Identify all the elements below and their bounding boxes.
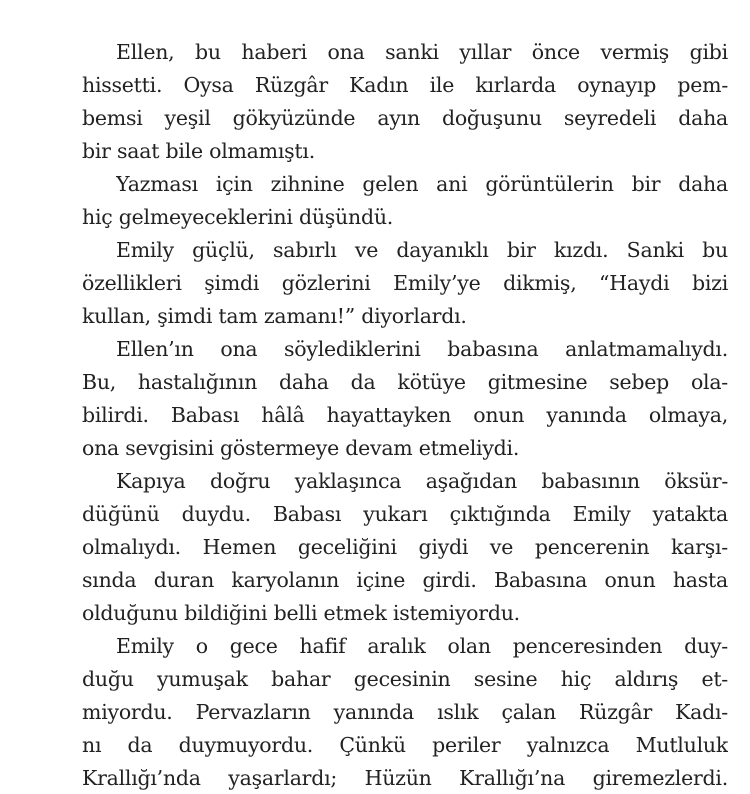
text-line: Yazması için zihnine gelen ani görüntülerin bir daha: [116, 172, 728, 196]
text-line: Ellen’ın ona söylediklerini babasına anlatmamalıydı.: [116, 337, 728, 361]
text-line: bemsi yeşil gökyüzünde ayın doğuşunu seyredeli daha: [82, 106, 728, 130]
text-line: bir saat bile olmamıştı.: [82, 139, 315, 163]
text-line: Bu, hastalığının daha da kötüye gitmesine sebep ola-: [82, 370, 728, 394]
text-line: Ellen, bu haberi ona sanki yıllar önce vermiş gibi: [116, 40, 728, 64]
text-line: sında duran karyolanın içine girdi. Babasına onun hasta: [82, 568, 728, 592]
text-line: Emily o gece hafif aralık olan penceresinden duy-: [116, 634, 728, 658]
text-line: Kapıya doğru yaklaşınca aşağıdan babasının öksür-: [116, 469, 728, 493]
text-line: Krallığı’nda yaşarlardı; Hüzün Krallığı’na giremezlerdi.: [82, 766, 728, 790]
text-line: duğu yumuşak bahar gecesinin sesine hiç aldırış et-: [82, 667, 728, 691]
text-line: kullan, şimdi tam zamanı!” diyorlardı.: [82, 304, 467, 328]
text-line: ona sevgisini göstermeye devam etmeliydi.: [82, 436, 520, 460]
text-line: düğünü duydu. Babası yukarı çıktığında Emily yatakta: [82, 502, 728, 526]
text-line: hissetti. Oysa Rüzgâr Kadın ile kırlarda oynayıp pem-: [82, 73, 728, 97]
text-line: Emily güçlü, sabırlı ve dayanıklı bir kızdı. Sanki bu: [116, 238, 728, 262]
text-line: bilirdi. Babası hâlâ hayattayken onun yanında olmaya,: [82, 403, 728, 427]
book-page: [82, 0, 728, 792]
text-line: olduğunu bildiğini belli etmek istemiyordu.: [82, 601, 520, 625]
text-line: hiç gelmeyeceklerini düşündü.: [82, 205, 394, 229]
text-line: özellikleri şimdi gözlerini Emily’ye dikmiş, “Haydi bizi: [82, 271, 728, 295]
text-line: olmalıydı. Hemen geceliğini giydi ve pencerenin karşı-: [82, 535, 728, 559]
text-line: nı da duymuyordu. Çünkü periler yalnızca Mutluluk: [82, 733, 728, 757]
text-line: miyordu. Pervazların yanında ıslık çalan Rüzgâr Kadı-: [82, 700, 728, 724]
